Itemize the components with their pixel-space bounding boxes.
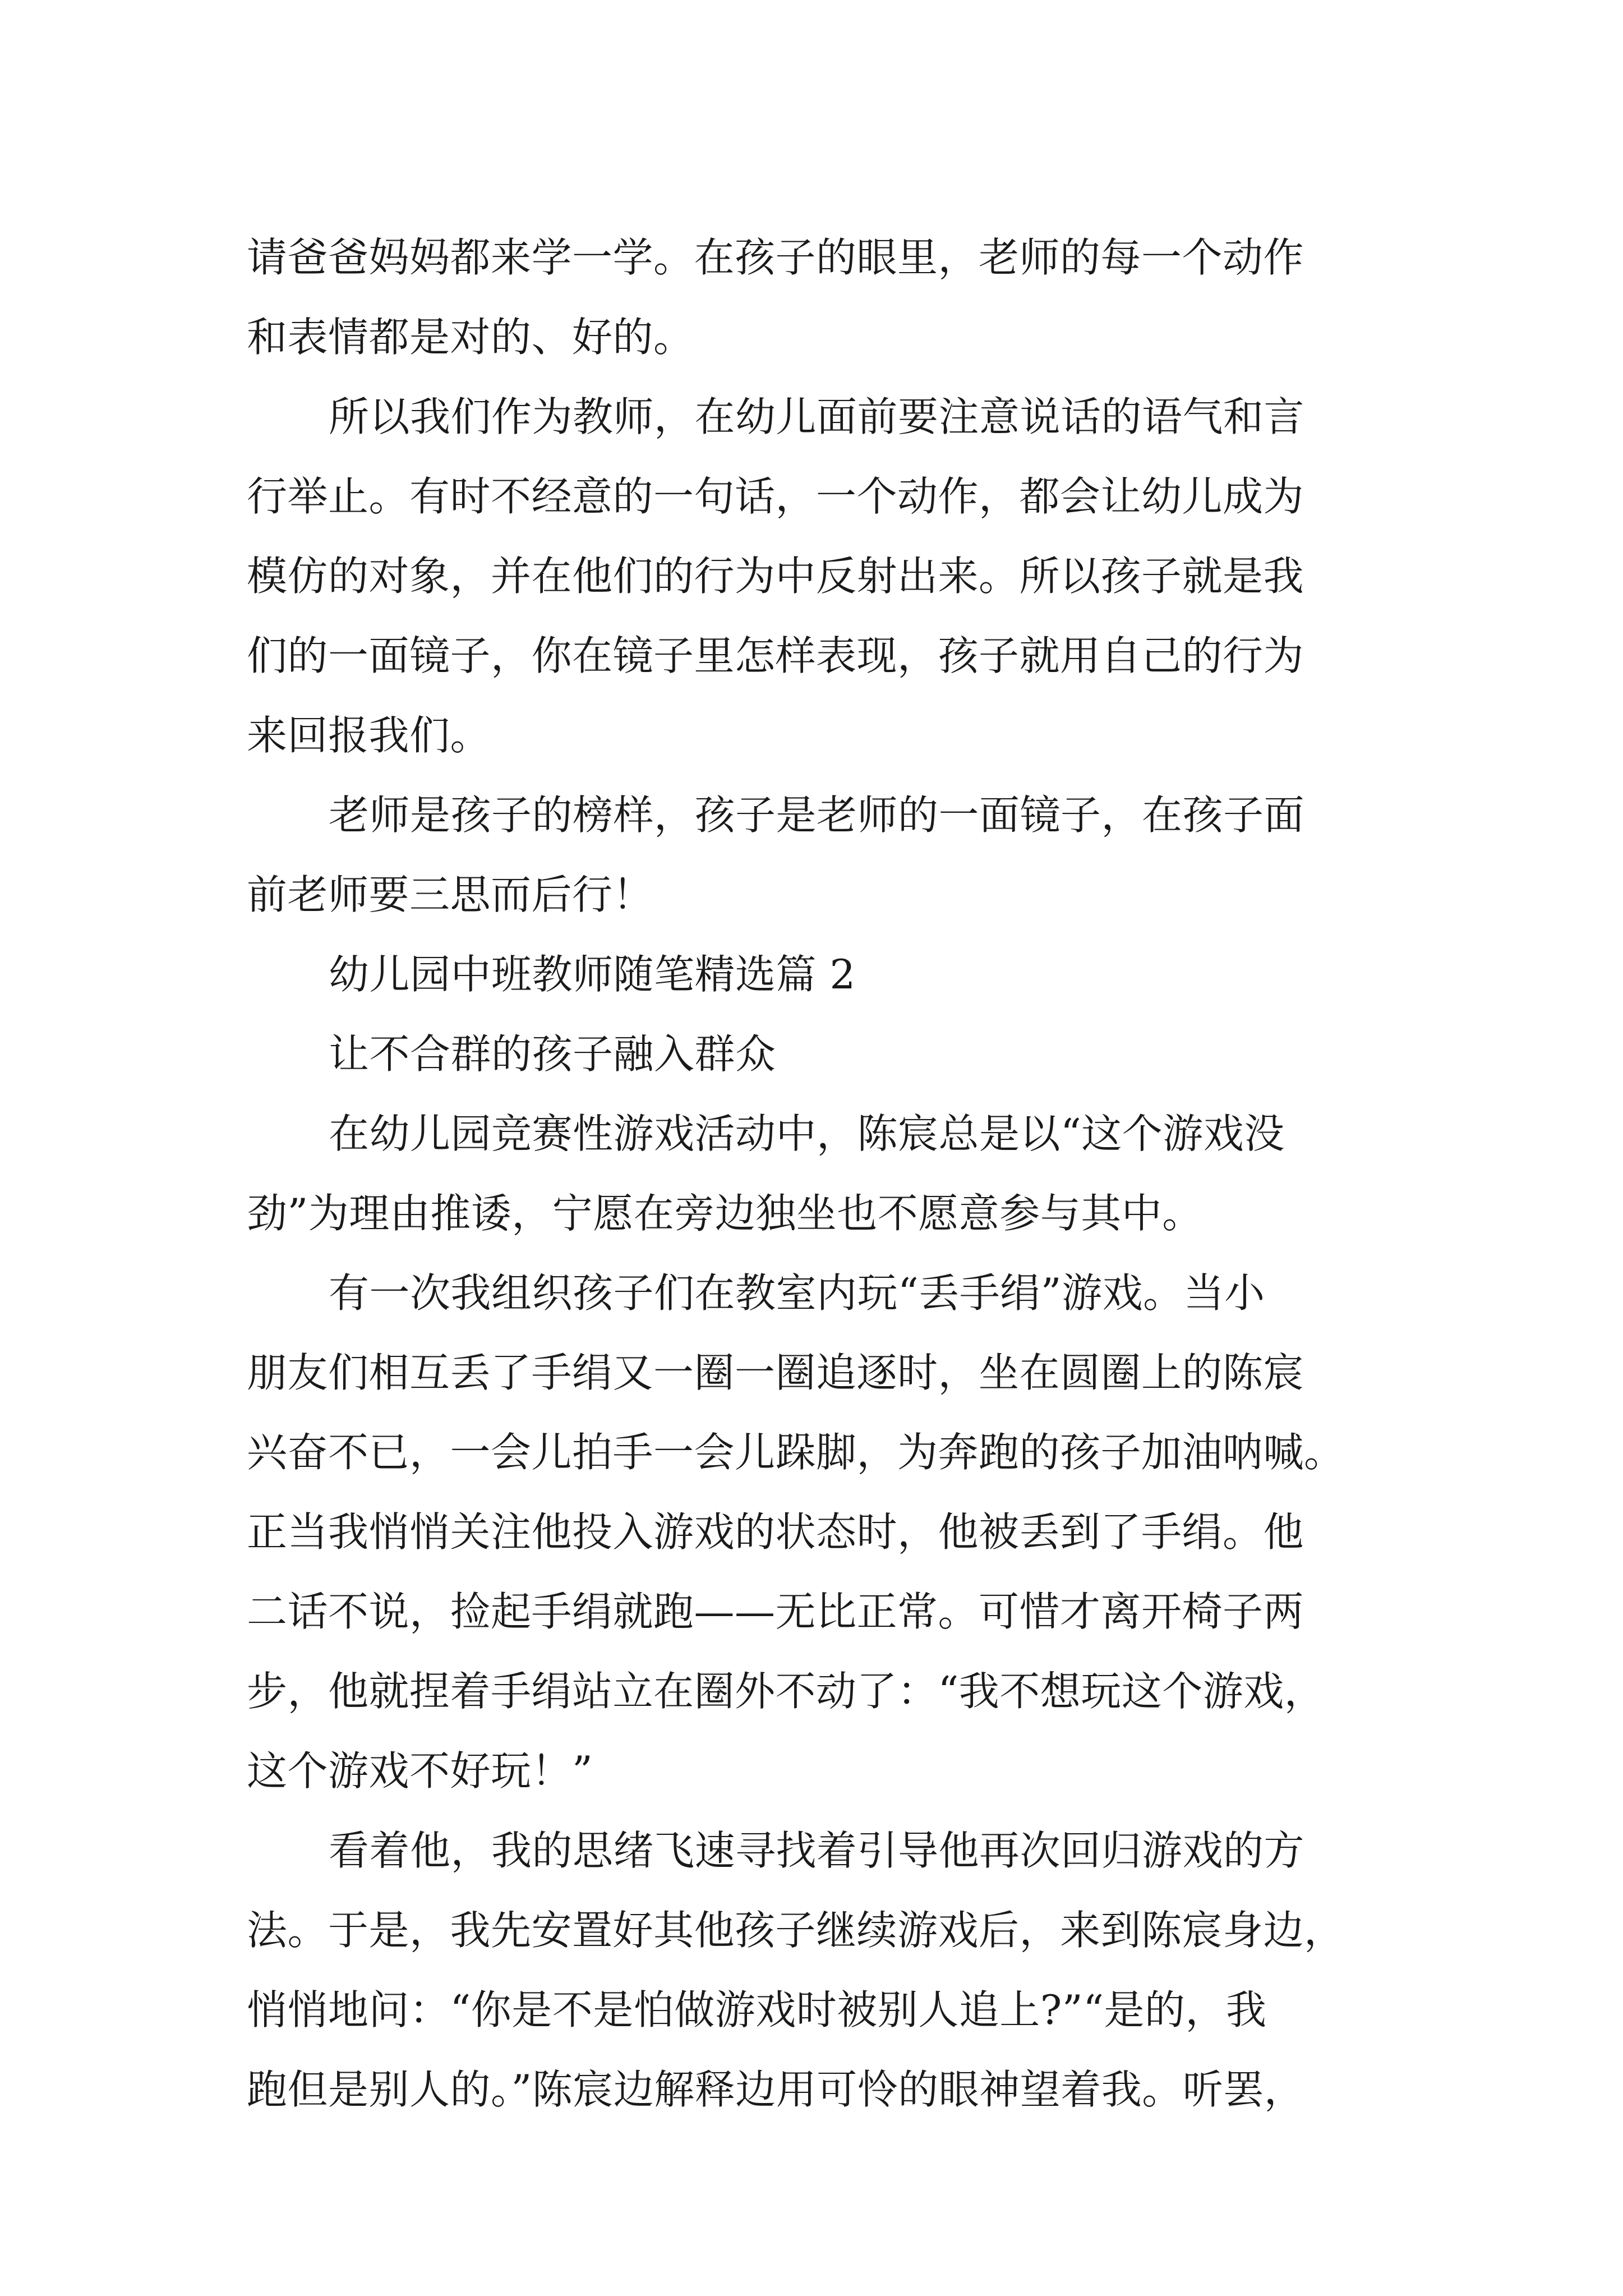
text-line: 跑但是别人的。”陈宸边解释边用可怜的眼神望着我。听罢，	[247, 2066, 1305, 2113]
text-line: 前老师要三思而后行！	[247, 871, 654, 918]
text-line: 朋友们相互丢了手绢又一圈一圈追逐时，坐在圆圈上的陈宸	[247, 1349, 1304, 1396]
article-title: 让不合群的孩子融入群众	[329, 1030, 776, 1078]
text-line: 所以我们作为教师，在幼儿面前要注意说话的语气和言	[329, 393, 1305, 440]
text-line: 看着他，我的思绪飞速寻找着引导他再次回归游戏的方	[329, 1827, 1305, 1874]
text-line: 二话不说，捡起手绢就跑——无比正常。可惜才离开椅子两	[247, 1588, 1304, 1635]
text-line: 和表情都是对的、好的。	[247, 314, 694, 361]
text-line: 正当我悄悄关注他投入游戏的状态时，他被丢到了手绢。他	[247, 1508, 1304, 1556]
text-line: 这个游戏不好玩！”	[247, 1747, 593, 1795]
text-line: 模仿的对象，并在他们的行为中反射出来。所以孩子就是我	[247, 553, 1304, 600]
text-line: 悄悄地问：“你是不是怕做游戏时被别人追上?”“是的，我	[247, 1986, 1267, 2033]
text-line: 来回报我们。	[247, 712, 491, 759]
text-line: 劲”为理由推诿，宁愿在旁边独坐也不愿意参与其中。	[247, 1190, 1203, 1237]
text-line: 有一次我组织孩子们在教室内玩“丢手绢”游戏。当小	[329, 1269, 1265, 1317]
text-line: 在幼儿园竞赛性游戏活动中，陈宸总是以“这个游戏没	[329, 1110, 1285, 1157]
text-line: 请爸爸妈妈都来学一学。在孩子的眼里，老师的每一个动作	[247, 234, 1304, 281]
text-line: 老师是孩子的榜样，孩子是老师的一面镜子，在孩子面	[329, 792, 1305, 839]
text-line: 兴奋不已，一会儿拍手一会儿跺脚，为奔跑的孩子加油呐喊。	[247, 1429, 1345, 1476]
section-heading: 幼儿园中班教师随笔精选篇 2	[329, 951, 856, 998]
text-line: 法。于是，我先安置好其他孩子继续游戏后，来到陈宸身边，	[247, 1907, 1345, 1954]
text-line: 行举止。有时不经意的一句话，一个动作，都会让幼儿成为	[247, 473, 1304, 520]
text-line: 们的一面镜子，你在镜子里怎样表现，孩子就用自己的行为	[247, 632, 1304, 679]
document-body	[247, 218, 1393, 2129]
text-line: 步，他就捏着手绢站立在圈外不动了：“我不想玩这个游戏，	[247, 1668, 1325, 1715]
